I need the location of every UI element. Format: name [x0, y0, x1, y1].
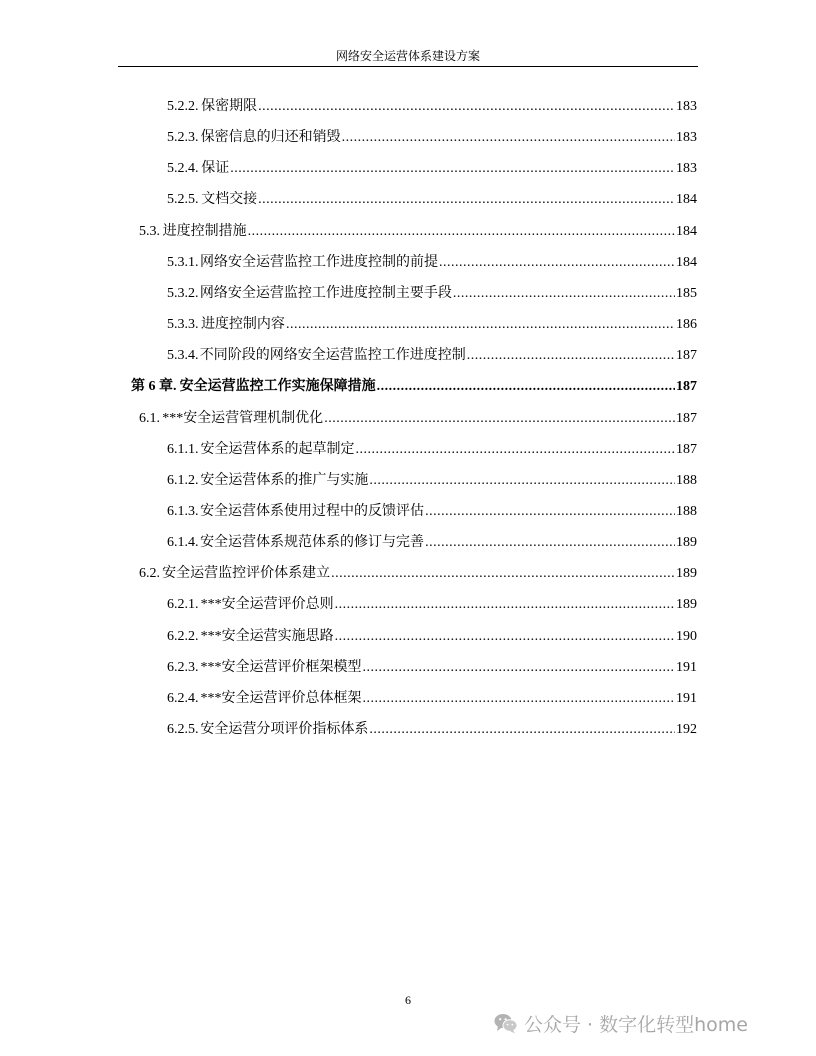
toc-entry-title: 保密期限 [201, 99, 258, 114]
toc-entry-number: 6.1. [139, 410, 160, 426]
toc-entry[interactable] [167, 124, 697, 152]
toc-dot-leader [369, 716, 675, 744]
toc-entry[interactable] [167, 311, 697, 339]
toc-entry-title: 不同阶段的网络安全运营监控工作进度控制 [199, 348, 466, 364]
toc-entry[interactable] [167, 654, 697, 682]
toc-entry-number: 5.3.4. [167, 348, 199, 364]
toc-entry-number: 6.2.2. [167, 628, 199, 644]
toc-dot-leader [439, 249, 675, 277]
toc-entry-number: 5.3. [139, 223, 160, 239]
toc-entry-title: 保密信息的归还和销毁 [200, 130, 341, 146]
toc-entry-page: 184 [676, 254, 697, 270]
toc-entry-title: ***安全运营评价总则 [200, 597, 334, 613]
toc-dot-leader [467, 342, 675, 370]
toc-entry-page: 187 [676, 441, 697, 457]
toc-entry-page: 189 [676, 535, 697, 551]
toc-entry[interactable] [131, 373, 697, 401]
toc-entry[interactable] [139, 218, 697, 246]
toc-entry-title: ***安全运营评价框架模型 [200, 659, 362, 675]
toc-entry-page: 191 [676, 659, 697, 675]
toc-dot-leader [258, 186, 675, 214]
toc-entry-title: 文档交接 [201, 192, 258, 208]
toc-entry-number: 5.2.4. [167, 161, 199, 177]
toc-entry-page: 187 [676, 348, 697, 364]
toc-dot-leader [258, 93, 675, 121]
toc-entry-title: 网络安全运营监控工作进度控制的前提 [199, 254, 438, 270]
toc-entry-number: 6.1.2. [167, 472, 199, 488]
toc-entry-number: 5.3.3. [167, 317, 199, 333]
running-header: 网络安全运营体系建设方案 [335, 49, 480, 63]
toc-entry-page: 189 [676, 597, 697, 613]
toc-dot-leader [331, 560, 675, 588]
toc-entry-page: 187 [676, 410, 697, 426]
toc-entry-number: 5.2.2. [167, 99, 199, 114]
watermark-text: 公众号 · 数字化转型home [524, 1013, 748, 1036]
toc-entry[interactable] [167, 155, 697, 183]
toc-entry-page: 183 [676, 99, 697, 114]
toc-entry-title: 进度控制措施 [162, 223, 247, 239]
toc-entry-title: 网络安全运营监控工作进度控制主要手段 [199, 285, 452, 301]
toc-entry[interactable] [167, 467, 697, 495]
toc-dot-leader [425, 529, 675, 557]
toc-entry[interactable] [167, 685, 697, 713]
toc-entry-number: 5.2.5. [167, 192, 199, 208]
watermark [494, 1008, 748, 1038]
toc-entry-page: 186 [676, 317, 697, 333]
toc-dot-leader [369, 467, 675, 495]
toc-entry-number: 6.1.1. [167, 441, 199, 457]
toc-entry[interactable] [167, 342, 697, 370]
toc-entry-page: 183 [676, 130, 697, 146]
toc-dot-leader [425, 498, 675, 526]
toc-entry-page: 188 [676, 503, 697, 519]
toc-entry-title: 进度控制内容 [200, 317, 285, 333]
toc-entry-title: 安全运营体系的起草制定 [200, 441, 355, 457]
toc-entry-number: 6.2.4. [167, 690, 199, 706]
wechat-icon [494, 1012, 518, 1034]
toc-entry-number: 6.2.5. [167, 722, 199, 737]
toc-entry[interactable] [167, 591, 697, 619]
toc-entry-number: 6.2.3. [167, 659, 199, 675]
toc-entry-title: 安全运营体系的推广与实施 [200, 472, 369, 488]
toc-entry-title: 安全运营体系使用过程中的反馈评估 [200, 503, 425, 519]
toc-entry[interactable] [167, 623, 697, 651]
page-number: 6 [405, 993, 411, 1007]
toc-entry-page: 185 [676, 285, 697, 301]
toc-entry-page: 183 [676, 161, 697, 177]
toc-entry[interactable] [167, 436, 697, 464]
toc-entry[interactable] [167, 280, 697, 308]
toc-entry[interactable] [139, 405, 697, 433]
toc-entry-title: 安全运营监控工作实施保障措施 [179, 379, 376, 395]
toc-entry-number: 5.3.2. [167, 285, 199, 301]
toc-entry-page: 190 [676, 628, 697, 644]
toc-entry-title: 安全运营分项评价指标体系 [200, 722, 369, 737]
toc-dot-leader [335, 591, 675, 619]
toc-entry[interactable] [167, 716, 697, 744]
toc-entry-title: ***安全运营管理机制优化 [162, 410, 324, 426]
toc-entry-number: 5.2.3. [167, 130, 199, 146]
toc-entry-page: 192 [676, 722, 697, 737]
toc-entry-number: 第 6 章. [131, 379, 177, 395]
toc-entry-page: 184 [676, 192, 697, 208]
toc-entry-page: 184 [676, 223, 697, 239]
toc-entry-page: 189 [676, 566, 697, 582]
toc-dot-leader [286, 311, 675, 339]
toc-dot-leader [377, 373, 675, 401]
toc-entry-title: 安全运营监控评价体系建立 [162, 566, 331, 582]
toc-dot-leader [362, 685, 675, 713]
toc-entry-title: ***安全运营评价总体框架 [200, 690, 362, 706]
toc-entry-number: 6.1.3. [167, 503, 199, 519]
toc-dot-leader [230, 155, 675, 183]
toc-entry-number: 6.2.1. [167, 597, 199, 613]
toc-entry-number: 5.3.1. [167, 254, 199, 270]
toc-dot-leader [362, 654, 675, 682]
header-rule [118, 66, 698, 67]
toc-dot-leader [356, 436, 676, 464]
toc-entry[interactable] [139, 560, 697, 588]
toc-dot-leader [342, 124, 675, 152]
toc-dot-leader [248, 218, 675, 246]
toc-entry[interactable] [167, 93, 697, 121]
toc-entry-page: 187 [676, 379, 697, 395]
toc-entry[interactable] [167, 529, 697, 557]
toc-entry-title: 安全运营体系规范体系的修订与完善 [200, 535, 425, 551]
toc-entry-title: ***安全运营实施思路 [200, 628, 334, 644]
toc-entry-number: 6.1.4. [167, 535, 199, 551]
toc-entry-page: 188 [676, 472, 697, 488]
toc-entry[interactable] [167, 186, 697, 214]
toc-entry[interactable] [167, 249, 697, 277]
toc-dot-leader [453, 280, 675, 308]
toc-dot-leader [324, 405, 675, 433]
toc-entry-title: 保证 [201, 161, 230, 177]
toc-entry-number: 6.2. [139, 566, 160, 582]
toc-entry[interactable] [167, 498, 697, 526]
toc-entry-page: 191 [676, 690, 697, 706]
toc-dot-leader [335, 623, 675, 651]
